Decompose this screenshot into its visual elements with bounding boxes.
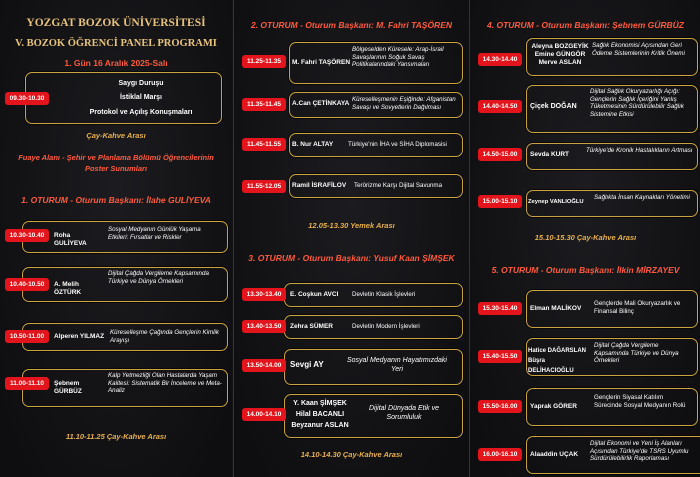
talk-speaker: M. Fahri TAŞÖREN	[292, 59, 351, 66]
talk-speaker: A.Can ÇETİNKAYA	[292, 100, 350, 107]
foyer-line-2: Poster Sunumları	[84, 164, 148, 173]
talk-speaker: Yaprak GÖRER	[530, 403, 577, 410]
break-2: 11.10-11.25 Çay-Kahve Arası	[65, 432, 167, 441]
talk-time: 11.35-11.45	[242, 98, 286, 111]
session-5-title: 5. OTURUM - Oturum Başkanı: İlkin MİRZAYEV	[491, 265, 680, 275]
column-1	[0, 0, 232, 477]
talk-speaker: E. Coşkun AVCI	[290, 291, 339, 298]
talk-title: Dijital Ekonomi ve Yeni İş Alanları Açısından Türkiye'de TSRS Uyumlu Sürdürülebilirlik Raporlaması	[590, 440, 689, 462]
talk-title: Terörizme Karşı Dijital Savunma	[354, 182, 443, 189]
talk-title: Dijital Çağda Vergileme Kapsamında Türkiye ve Dünya Örnekleri	[108, 270, 209, 285]
talk-title: Türkiye'nin İHA ve SİHA Diplomasisi	[348, 141, 447, 148]
talk-title: Gençlerin Siyasal Katılım Sürecinde Sosyal Medyanın Rolü	[594, 394, 686, 409]
talk-time: 13.50-14.00	[242, 359, 286, 372]
talk-time: 14.50-15.00	[478, 148, 522, 161]
opening-line-1: Saygı Duruşu	[118, 80, 164, 87]
talk-time: 10.50-11.00	[5, 330, 49, 343]
talk-speaker: Roha GULİYEVA	[54, 232, 87, 247]
talk-speaker: Ramil İSRAFİLOV	[292, 182, 347, 189]
talk-time: 15.30-15.40	[478, 302, 522, 315]
talk-speaker: Sevgi AY	[290, 360, 324, 369]
talk-time: 11.55-12.05	[242, 180, 286, 193]
talk-time: 11.45-11.55	[242, 138, 286, 151]
talk-title: Gençlerde Mali Okuryazarlık ve Finansal Bilinç	[594, 300, 681, 315]
talk-speaker: Şebnem GÜRBÜZ	[54, 380, 82, 395]
talk-time: 15.00-15.10	[478, 195, 522, 208]
talk-title: Bölgeselden Küresele: Arap-İsrail Savaşlarının Soğuk Savaş Politikalarındaki Yansımaları	[352, 46, 444, 68]
talk-title: Küreselleşme Çağında Gençlerin Kimlik Arayışı	[110, 329, 220, 344]
talk-speaker: B. Nur ALTAY	[292, 141, 334, 148]
talk-time: 15.50-16.00	[478, 400, 522, 413]
talk-title: Dijital Sağlık Okuryazarlığı Açığı: Gençlerin Sağlık İçeriğini Yanlış Tüketmesinin Sürdürülebilir Sağlık Sistemine Etkisi	[590, 88, 684, 118]
talk-speaker: Aleyna BOZGEYİK Emine GÜNGÖR Merve ASLAN	[531, 43, 589, 66]
talk-time: 16.00-16.10	[478, 448, 522, 461]
session-2-title: 2. OTURUM - Oturum Başkanı: M. Fahri TAŞÖREN	[250, 20, 453, 30]
break-4: 15.10-15.30 Çay-Kahve Arası	[534, 233, 637, 242]
opening-line-2: İstiklal Marşı	[119, 94, 163, 101]
column-2	[233, 0, 469, 477]
talk-speaker: Y. Kaan ŞİMŞEK Hilal BACANLI Beyzanur ASLAN	[291, 400, 349, 429]
talk-title: Sosyal Medyanın Hayatımızdaki Yeri	[347, 357, 447, 373]
talk-speaker: Alperen YILMAZ	[54, 333, 105, 340]
talk-speaker: Çiçek DOĞAN	[530, 103, 577, 110]
talk-time: 10.40-10.50	[5, 278, 49, 291]
university-title: YOZGAT BOZOK ÜNİVERSİTESİ	[26, 17, 206, 29]
session-4-title: 4. OTURUM - Oturum Başkanı: Şebnem GÜRBÜZ	[487, 20, 684, 30]
session-3-title: 3. OTURUM - Oturum Başkanı: Yusuf Kaan ŞİMŞEK	[248, 253, 455, 263]
talk-speaker: Alaaddin UÇAK	[530, 451, 579, 458]
talk-title: Dijital Dünyada Etik ve Sorumluluk	[368, 405, 440, 421]
talk-speaker: Sevda KURT	[530, 151, 570, 158]
talk-speaker: Zehra SÜMER	[290, 323, 333, 330]
foyer-line-1: Fuaye Alanı - Şehir ve Planlama Bölümü Öğrencilerinin	[18, 153, 214, 162]
talk-time: 13.40-13.50	[242, 320, 286, 333]
lunch-break: 12.05-13.30 Yemek Arası	[308, 221, 395, 230]
talk-title: Sağlıkta İnsan Kaynakları Yönetimi	[594, 194, 690, 201]
column-3	[469, 0, 700, 477]
talk-time: 14.00-14.10	[242, 408, 286, 421]
talk-speaker: Hatice DAĞARSLAN Büşra DELİHACIOĞLU	[528, 348, 587, 374]
talk-time: 13.30-13.40	[242, 288, 286, 301]
talk-time: 10.30-10.40	[5, 229, 49, 242]
break-1: Çay-Kahve Arası	[86, 131, 146, 140]
talk-title: Kalp Yetmezliği Olan Hastalarda Yaşam Kalitesi: Sistematik Bir İnceleme ve Meta-Analiz	[108, 372, 222, 394]
day-label: 1. Gün 16 Aralık 2025-Salı	[64, 58, 168, 68]
talk-time: 14.40-14.50	[478, 100, 522, 113]
talk-title: Devletin Modern İşlevleri	[352, 323, 420, 330]
talk-time: 15.40-15.50	[478, 350, 522, 363]
opening-time: 09.30-10.30	[5, 92, 49, 105]
break-3: 14.10-14.30 Çay-Kahve Arası	[300, 450, 403, 459]
talk-title: Devletin Klasik İşlevleri	[352, 291, 416, 298]
talk-time: 11.00-11.10	[5, 377, 49, 390]
talk-title: Sağlık Ekonomisi Açısından Geri Ödeme Sistemlerinin Kritik Önemi	[592, 42, 685, 57]
talk-title: Dijital Çağda Vergileme Kapsamında Türkiye ve Dünya Örnekleri	[594, 342, 679, 364]
opening-line-3: Protokol ve Açılış Konuşmaları	[89, 109, 193, 116]
talk-title: Türkiye'de Kronik Hastalıkların Artması	[586, 147, 693, 154]
talk-title: Küreselleşmenin Eşiğinde: Afganistan Savaşı ve Sovyetlerin Dağılması	[352, 96, 456, 111]
talk-time: 14.30-14.40	[478, 53, 522, 66]
session-1-title: 1. OTURUM - Oturum Başkanı: İlahe GULİYEVA	[21, 195, 211, 205]
talk-speaker: A. Melih ÖZTÜRK	[54, 281, 82, 296]
talk-speaker: Elman MALİKOV	[530, 305, 582, 312]
talk-title: Sosyal Medyanın Günlük Yaşama Etkileri: Fırsatlar ve Riskler	[108, 226, 201, 241]
talk-time: 11.25-11.35	[242, 55, 286, 68]
program-title: V. BOZOK ÖĞRENCİ PANEL PROGRAMI	[15, 38, 217, 49]
talk-speaker: Zeynep VANLIOĞLU	[528, 199, 584, 205]
